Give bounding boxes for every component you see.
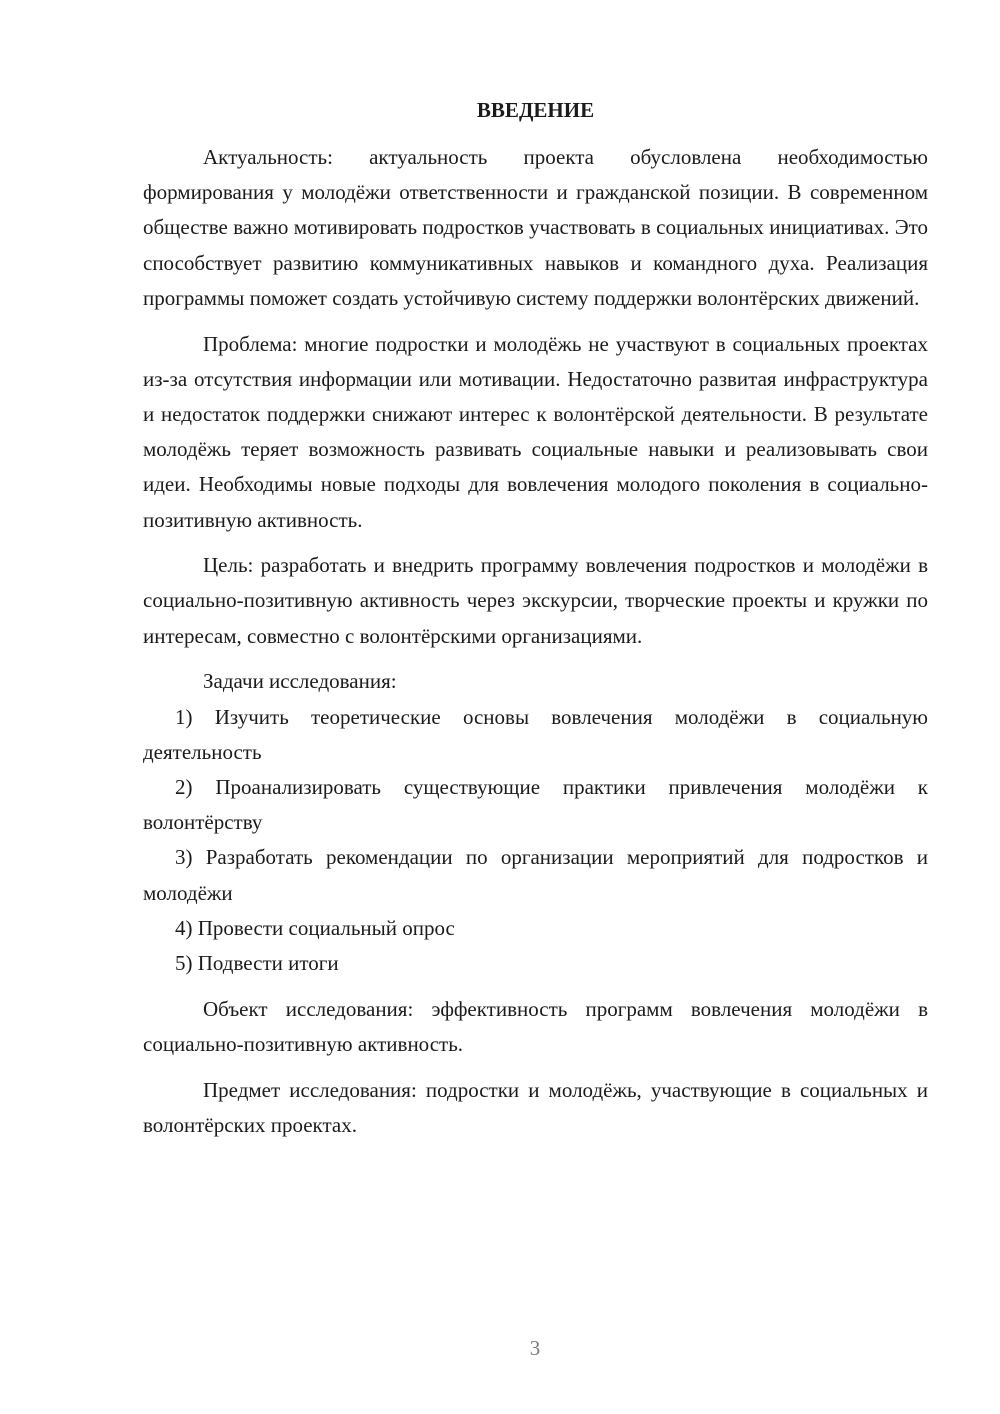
- task-item-4: 4) Провести социальный опрос: [175, 915, 455, 940]
- page-number: 3: [529, 1336, 541, 1360]
- task-item-5: 5) Подвести итоги: [175, 950, 339, 975]
- task-item-1: 1) Изучить теоретические основы вовлечения молодёжи в социальную деятельность: [143, 704, 928, 764]
- page-content: [143, 90, 928, 1143]
- task-item-3: 3) Разработать рекомендации по организации мероприятий для подростков и молодёжи: [143, 845, 928, 905]
- task-item-2: 2) Проанализировать существующие практики привлечения молодёжи к волонтёрству: [143, 774, 928, 835]
- relevance-paragraph: Актуальность: актуальность проекта обусловлена необходимостью формирования у молодёжи ответственности и гражданской позиции. В современном обществе важно мотивировать подростков участвовать в социальных инициативах. Это способствует развитию коммуникативных навыков и командного духа. Реализация программы поможет создать устойчивую систему поддержки волонтёрских движений.: [143, 145, 928, 310]
- tasks-heading: Задачи исследования:: [203, 669, 397, 694]
- problem-paragraph: Проблема: многие подростки и молодёжь не участвуют в социальных проектах из-за отсутствия информации или мотивации. Недостаточно развитая инфраструктура и недостаток поддержки снижают интерес к волонтёрской деятельности. В результате молодёжь теряет возможность развивать социальные навыки и реализовывать свои идеи. Необходимы новые подходы для вовлечения молодого поколения в социально-позитивную активность.: [143, 331, 928, 532]
- page-title: ВВЕДЕНИЕ: [476, 98, 595, 122]
- object-paragraph: Объект исследования: эффективность программ вовлечения молодёжи в социально-позитивную активность.: [143, 996, 928, 1056]
- subject-paragraph: Предмет исследования: подростки и молодёжь, участвующие в социальных и волонтёрских проектах.: [143, 1077, 928, 1137]
- goal-paragraph: Цель: разработать и внедрить программу вовлечения подростков и молодёжи в социально-позитивную активность через экскурсии, творческие проекты и кружки по интересам, совместно с волонтёрскими организациями.: [143, 553, 928, 648]
